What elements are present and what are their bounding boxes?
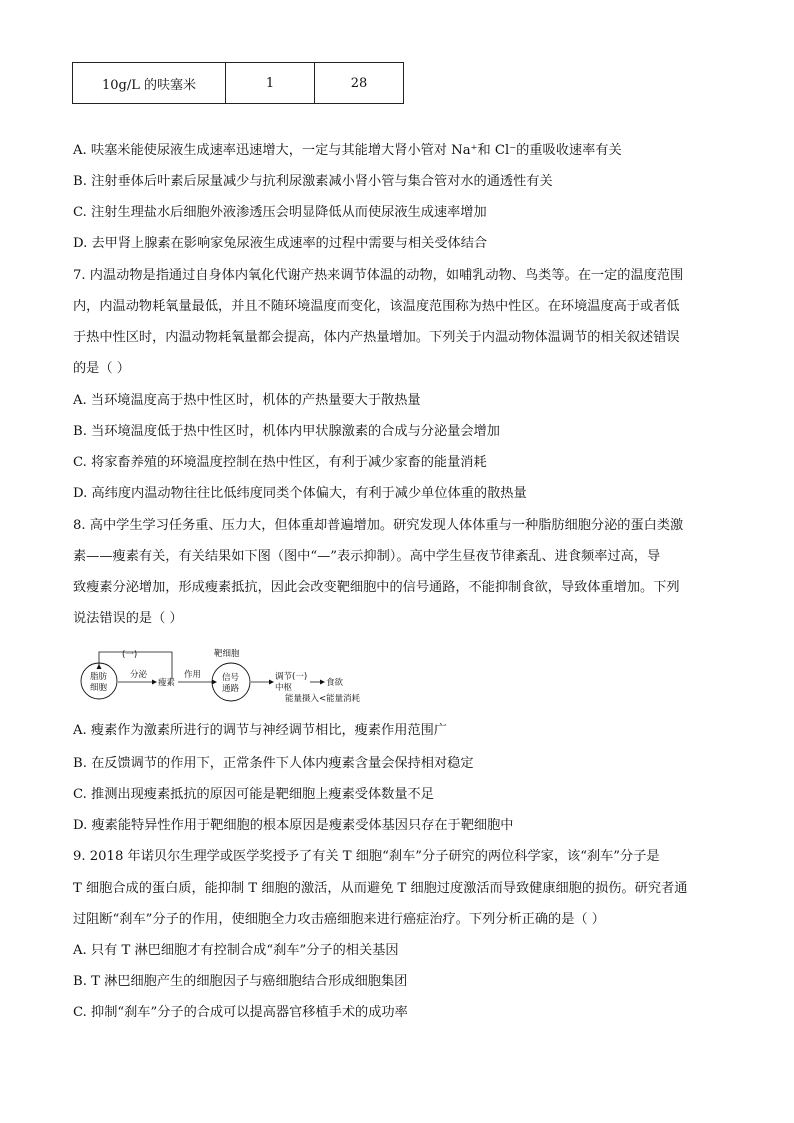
arrowhead-icon — [97, 664, 102, 669]
q7-option-c: C. 将家畜养殖的环境温度控制在热中性区，有利于减少家畜的能量消耗 — [73, 455, 487, 470]
q8-stem-line: 说法错误的是（ ） — [73, 611, 183, 626]
arrowhead-icon — [212, 680, 217, 685]
table-cell: 10g/L 的呋塞米 — [73, 63, 226, 104]
q6-option-b: B. 注射垂体后叶素后尿量减少与抗利尿激素减小肾小管与集合管对水的通透性有关 — [73, 174, 553, 189]
q8-stem-line: 致瘦素分泌增加，形成瘦素抵抗，因此会改变靶细胞中的信号通路，不能抑制食欲，导致体重增加。下列 — [73, 580, 680, 595]
q7-option-a: A. 当环境温度高于热中性区时，机体的产热量要大于散热量 — [73, 393, 421, 408]
q7-stem-line: 于热中性区时，内温动物耗氧量都会提高，体内产热量增加。下列关于内温动物体温调节的相关叙述错误 — [73, 330, 680, 345]
act-label: 作用 — [184, 670, 202, 680]
table-row — [73, 63, 404, 104]
arrowhead-icon — [269, 680, 274, 685]
q8-option-b: B. 在反馈调节的作用下，正常条件下人体内瘦素含量会保持相对稳定 — [73, 756, 474, 771]
regulate-label: 调节(一) — [275, 672, 308, 682]
leptin-label: 瘦素 — [158, 678, 176, 688]
q6-option-d: D. 去甲肾上腺素在影响家兔尿液生成速率的过程中需要与相关受体结合 — [73, 236, 488, 251]
signal-label: 通路 — [222, 684, 240, 694]
q9-stem-line: 过阻断“刹车”分子的作用，使细胞全力攻击癌细胞来进行癌症治疗。下列分析正确的是（ ） — [73, 912, 605, 927]
center-label: 中枢 — [275, 683, 293, 693]
q7-stem-line: 7. 内温动物是指通过自身体内氧化代谢产热来调节体温的动物，如哺乳动物、鸟类等。在一定的温度范围 — [73, 268, 684, 283]
data-table — [72, 62, 404, 104]
q7-option-d: D. 高纬度内温动物往往比低纬度同类个体偏大，有利于减少单位体重的散热量 — [73, 486, 527, 501]
q8-option-c: C. 推测出现瘦素抵抗的原因可能是靶细胞上瘦素受体数量不足 — [73, 787, 434, 802]
inhibit-label: (一) — [122, 650, 138, 660]
q8-stem-line: 素——瘦素有关，有关结果如下图（图中“—”表示抑制）。高中学生昼夜节律紊乱、进食频率过高，导 — [73, 549, 661, 564]
energy-label: 能量摄入<能量消耗 — [285, 694, 361, 704]
target-cell-label: 靶细胞 — [214, 649, 240, 659]
appetite-label: 食欲 — [326, 678, 344, 688]
arrowhead-icon — [152, 680, 157, 685]
secrete-label: 分泌 — [130, 670, 148, 680]
table-cell: 1 — [226, 63, 315, 104]
signal-label: 信号 — [222, 673, 240, 683]
q7-stem-line: 的是（ ） — [73, 361, 130, 376]
q9-option-a: A. 只有 T 淋巴细胞才有控制合成“刹车”分子的相关基因 — [73, 943, 399, 958]
q8-option-d: D. 瘦素能特异性作用于靶细胞的根本原因是瘦素受体基因只存在于靶细胞中 — [73, 818, 514, 833]
q6-option-c: C. 注射生理盐水后细胞外液渗透压会明显降低从而使尿液生成速率增加 — [73, 205, 487, 220]
q9-stem-line: 9. 2018 年诺贝尔生理学或医学奖授予了有关 T 细胞“刹车”分子研究的两位科学家，该“刹车”分子是 — [73, 849, 660, 864]
q8-stem-line: 8. 高中学生学习任务重、压力大，但体重却普遍增加。研究发现人体体重与一种脂肪细胞分泌的蛋白类激 — [73, 518, 684, 533]
q7-stem-line: 内，内温动物耗氧量最低，并且不随环境温度而变化，该温度范围称为热中性区。在环境温度高于或者低 — [73, 299, 680, 314]
q8-option-a: A. 瘦素作为激素所进行的调节与神经调节相比，瘦素作用范围广 — [73, 723, 447, 738]
fat-cell-label: 脂肪 — [90, 672, 108, 682]
table-cell: 28 — [315, 63, 404, 104]
q9-option-c: C. 抑制“刹车”分子的合成可以提高器官移植手术的成功率 — [73, 1005, 408, 1020]
q9-stem-line: T 细胞合成的蛋白质，能抑制 T 细胞的激活，从而避免 T 细胞过度激活而导致健康细胞的损伤。研究者通 — [73, 881, 688, 896]
leptin-diagram — [78, 646, 398, 706]
arrowhead-icon — [320, 680, 325, 685]
q7-option-b: B. 当环境温度低于热中性区时，机体内甲状腺激素的合成与分泌量会增加 — [73, 424, 500, 439]
q9-option-b: B. T 淋巴细胞产生的细胞因子与癌细胞结合形成细胞集团 — [73, 974, 408, 989]
fat-cell-label: 细胞 — [90, 683, 108, 693]
q6-option-a: A. 呋塞米能使尿液生成速率迅速增大，一定与其能增大肾小管对 Na⁺和 Cl⁻的重吸收速率有关 — [73, 143, 622, 158]
